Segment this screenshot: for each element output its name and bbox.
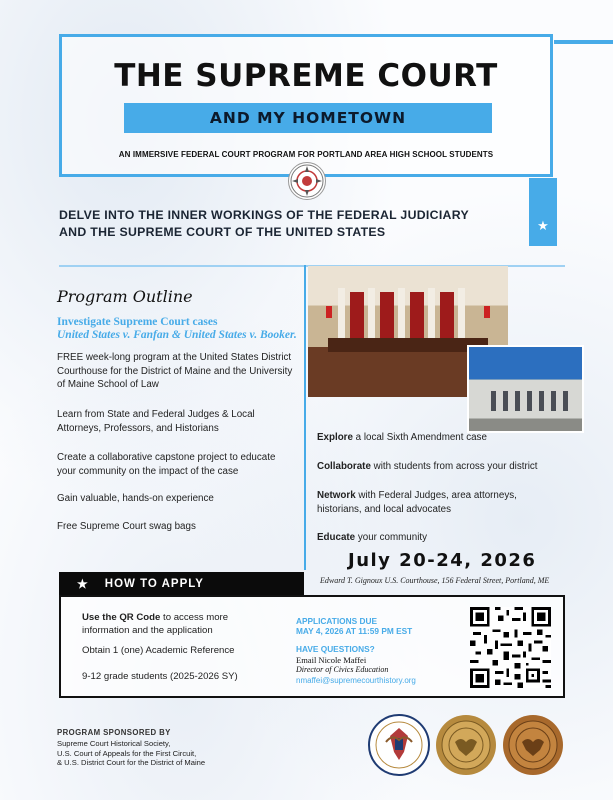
sponsor-item: Supreme Court Historical Society, [57, 739, 171, 748]
qr-code[interactable] [470, 607, 551, 688]
contact-name: Email Nicole Maffei [296, 655, 367, 665]
district-court-seal-icon [502, 714, 564, 776]
sponsor-item: & U.S. District Court for the District of Maine [57, 758, 206, 767]
window-shape [503, 391, 508, 411]
case-names: United States v. Fanfan & United States v. Booker. [57, 329, 297, 341]
flag-shape [484, 306, 490, 318]
list-item: Create a collaborative capstone project to educate your community on the impact of the case [57, 452, 276, 477]
tagline: AN IMMERSIVE FEDERAL COURT PROGRAM FOR PORTLAND AREA HIGH SCHOOL STUDENTS [118, 150, 494, 159]
window-shape [527, 391, 532, 411]
eligibility: 9-12 grade students (2025-2026 SY) [82, 671, 238, 682]
investigate-label: Investigate Supreme Court cases [57, 316, 218, 328]
how-to-apply-label: HOW TO APPLY [104, 577, 204, 590]
sponsor-item: U.S. Court of Appeals for the First Circuit, [57, 748, 197, 758]
program-outline-title: Program Outline [57, 287, 193, 306]
list-item: Gain valuable, hands-on experience [57, 493, 214, 504]
subtitle-banner: AND MY HOMETOWN [124, 103, 492, 133]
apply-box [59, 595, 565, 698]
investigate-heading [57, 316, 302, 342]
window-shape [551, 391, 556, 411]
due-date: MAY 4, 2026 AT 11:59 PM EST [296, 626, 413, 636]
column-divider [304, 265, 306, 570]
contact-title: Director of Civics Education [296, 665, 389, 674]
contact-email-link[interactable]: nmaffei@supremecourthistory.org [296, 676, 416, 685]
sponsor-heading: PROGRAM SPONSORED BY [57, 728, 171, 737]
reference-requirement: Obtain 1 (one) Academic Reference [82, 645, 235, 656]
page-title: THE SUPREME COURT [114, 58, 498, 94]
deadline-contact [296, 616, 471, 686]
courthouse-photo [467, 345, 584, 433]
curtain-shape [380, 292, 394, 342]
due-label: APPLICATIONS DUE [296, 616, 377, 626]
window-shape [539, 391, 544, 411]
accent-stripe-top [554, 40, 613, 44]
curtain-shape [440, 292, 454, 342]
how-to-apply-banner [59, 572, 304, 595]
flag-shape [326, 306, 332, 318]
window-shape [491, 391, 496, 411]
historical-society-seal-icon [368, 714, 430, 776]
list-item: Network with Federal Judges, area attorneys, historians, and local advocates [317, 490, 517, 515]
intro-line-1: DELVE INTO THE INNER WORKINGS OF THE FEDERAL JUDICIARY [59, 208, 469, 222]
window-shape [515, 391, 520, 411]
event-dates: July 20-24, 2026 [348, 550, 537, 571]
curtain-shape [350, 292, 364, 342]
star-icon: ★ [77, 576, 89, 591]
list-item: Explore a local Sixth Amendment case [317, 432, 487, 443]
list-item: Learn from State and Federal Judges & Local Attorneys, Professors, and Historians [57, 409, 255, 434]
bench-shape [328, 338, 488, 352]
accent-stripe-side [529, 178, 557, 246]
first-circuit-seal-icon [435, 714, 497, 776]
questions-label: HAVE QUESTIONS? [296, 644, 375, 654]
list-item: Collaborate with students from across your district [317, 461, 538, 472]
intro-line-2: AND THE SUPREME COURT OF THE UNITED STATES [59, 225, 386, 239]
event-location: Edward T. Gignoux U.S. Courthouse, 156 Federal Street, Portland, ME [320, 576, 550, 585]
intro-heading [59, 207, 519, 241]
list-item: Educate your community [317, 532, 427, 543]
list-item: Free Supreme Court swag bags [57, 521, 196, 532]
list-item: FREE week-long program at the United States District Courthouse for the District of Maine and the University of Maine School of Law [57, 352, 293, 390]
star-icon: ★ [537, 218, 549, 233]
window-shape [563, 391, 568, 411]
curtain-shape [410, 292, 424, 342]
sponsor-list [57, 739, 205, 768]
historical-society-emblem-icon [288, 162, 326, 200]
qr-instruction: Use the QR Code to access more information and the application [82, 612, 229, 636]
